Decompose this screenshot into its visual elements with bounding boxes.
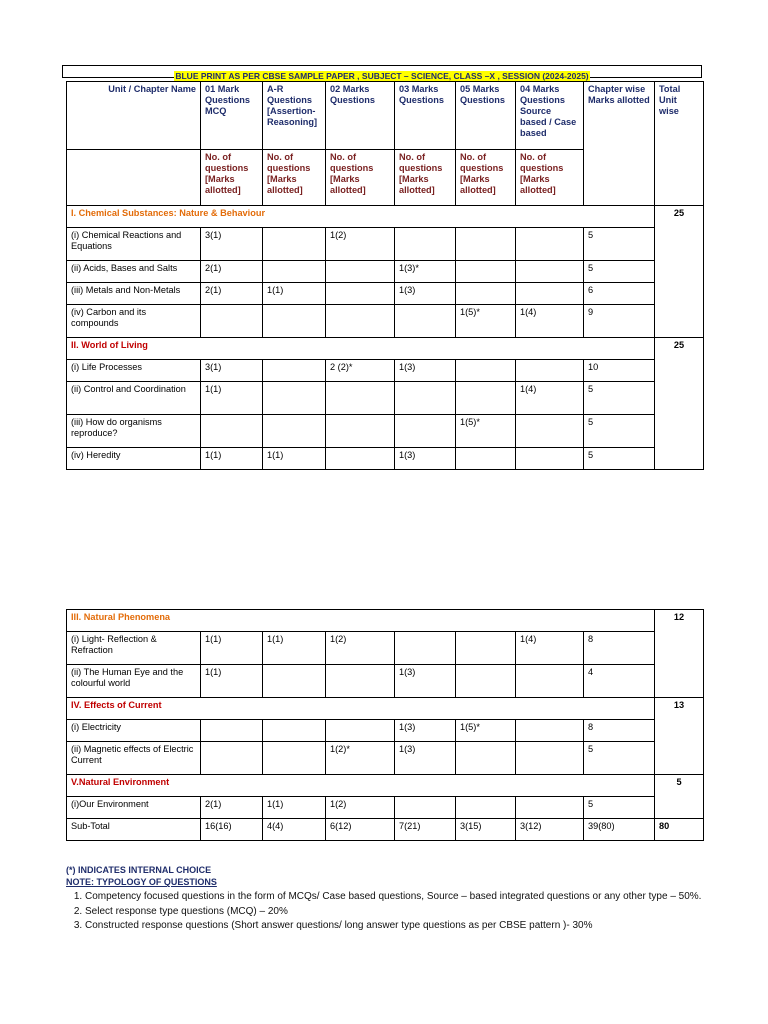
- marks-cell: 1(1): [201, 382, 263, 415]
- chapter-name: (iv) Heredity: [67, 448, 201, 470]
- chapter-name: (i) Life Processes: [67, 360, 201, 382]
- marks-cell: [395, 228, 456, 261]
- marks-cell: 2(1): [201, 797, 263, 819]
- marks-cell: 3(1): [201, 228, 263, 261]
- unit-name: V.Natural Environment: [67, 775, 655, 797]
- marks-cell: 5: [584, 448, 655, 470]
- marks-cell: [516, 720, 584, 742]
- marks-cell: [456, 382, 516, 415]
- marks-cell: 5: [584, 261, 655, 283]
- marks-cell: 1(3)*: [395, 261, 456, 283]
- unit-total-marks: 13: [655, 698, 704, 775]
- marks-cell: [326, 283, 395, 305]
- marks-cell: 5: [584, 415, 655, 448]
- chapter-row: [67, 448, 704, 470]
- header-two-marks: 02 Marks Questions: [326, 82, 395, 150]
- chapter-name: (i) Light- Reflection & Refraction: [67, 632, 201, 665]
- header-four-marks: 04 Marks Questions Source based / Case based: [516, 82, 584, 150]
- marks-cell: [201, 742, 263, 775]
- marks-cell: [456, 632, 516, 665]
- marks-cell: 1(1): [263, 283, 326, 305]
- marks-cell: [516, 448, 584, 470]
- unit-total-marks: 25: [655, 206, 704, 338]
- unit-name: IV. Effects of Current: [67, 698, 655, 720]
- marks-cell: 1(5)*: [456, 720, 516, 742]
- unit-row: [67, 610, 704, 632]
- marks-cell: 1(4): [516, 632, 584, 665]
- chapter-name: (iii) Metals and Non-Metals: [67, 283, 201, 305]
- marks-cell: 8: [584, 720, 655, 742]
- sub-header-blank: [67, 150, 201, 206]
- marks-cell: [456, 448, 516, 470]
- marks-cell: 1(1): [263, 448, 326, 470]
- marks-cell: 1(5)*: [456, 415, 516, 448]
- marks-cell: 1(2): [326, 632, 395, 665]
- marks-cell: [456, 228, 516, 261]
- marks-cell: 4: [584, 665, 655, 698]
- marks-cell: [201, 305, 263, 338]
- unit-total-marks: 5: [655, 775, 704, 819]
- chapter-row: [67, 360, 704, 382]
- typology-item: 1. Competency focused questions in the form of MCQs/ Case based questions, Source – based integrated questions or any other type – 50%.: [85, 890, 716, 904]
- chapter-row: [67, 797, 704, 819]
- marks-cell: [395, 305, 456, 338]
- header-five-marks: 05 Marks Questions: [456, 82, 516, 150]
- marks-cell: 6: [584, 283, 655, 305]
- marks-cell: 5: [584, 382, 655, 415]
- subtotal-cell: 3(15): [456, 819, 516, 841]
- marks-cell: [456, 797, 516, 819]
- sub-header-cell: No. of questions [Marks allotted]: [516, 150, 584, 206]
- subtotal-cell: 3(12): [516, 819, 584, 841]
- chapter-row: [67, 283, 704, 305]
- typology-title: NOTE: TYPOLOGY OF QUESTIONS: [66, 877, 217, 887]
- unit-row: [67, 698, 704, 720]
- marks-cell: 1(3): [395, 448, 456, 470]
- marks-cell: 1(3): [395, 283, 456, 305]
- unit-row: [67, 775, 704, 797]
- marks-cell: [456, 261, 516, 283]
- marks-cell: 1(1): [263, 632, 326, 665]
- marks-cell: 2 (2)*: [326, 360, 395, 382]
- marks-cell: [456, 360, 516, 382]
- chapter-row: [67, 305, 704, 338]
- marks-cell: [326, 382, 395, 415]
- subtotal-cell: 4(4): [263, 819, 326, 841]
- sub-header-cell: No. of questions [Marks allotted]: [201, 150, 263, 206]
- header-unit: Unit / Chapter Name: [67, 82, 201, 150]
- marks-cell: [516, 797, 584, 819]
- marks-cell: 1(3): [395, 360, 456, 382]
- marks-cell: [395, 797, 456, 819]
- marks-cell: 1(2)*: [326, 742, 395, 775]
- marks-cell: [395, 415, 456, 448]
- marks-cell: [263, 415, 326, 448]
- header-three-marks: 03 Marks Questions: [395, 82, 456, 150]
- marks-cell: 5: [584, 228, 655, 261]
- marks-cell: [263, 665, 326, 698]
- marks-cell: [326, 720, 395, 742]
- marks-cell: [201, 720, 263, 742]
- internal-choice-note: (*) INDICATES INTERNAL CHOICE: [66, 865, 212, 875]
- marks-cell: 1(1): [201, 448, 263, 470]
- marks-cell: 9: [584, 305, 655, 338]
- marks-cell: [516, 415, 584, 448]
- chapter-row: [67, 720, 704, 742]
- subtotal-cell: 39(80): [584, 819, 655, 841]
- column-header-row: [67, 82, 704, 150]
- blueprint-table-part-1: [66, 81, 704, 470]
- marks-cell: [263, 305, 326, 338]
- marks-cell: [326, 665, 395, 698]
- unit-name: III. Natural Phenomena: [67, 610, 655, 632]
- header-mcq: 01 Mark Questions MCQ: [201, 82, 263, 150]
- chapter-row: [67, 742, 704, 775]
- grand-total: 80: [655, 819, 704, 841]
- header-ar: A-R Questions [Assertion-Reasoning]: [263, 82, 326, 150]
- chapter-name: (ii) Magnetic effects of Electric Current: [67, 742, 201, 775]
- marks-cell: [201, 415, 263, 448]
- unit-row: [67, 338, 704, 360]
- marks-cell: 5: [584, 797, 655, 819]
- marks-cell: [263, 261, 326, 283]
- marks-cell: [516, 261, 584, 283]
- marks-cell: 3(1): [201, 360, 263, 382]
- marks-cell: [326, 415, 395, 448]
- chapter-name: (iii) How do organisms reproduce?: [67, 415, 201, 448]
- chapter-name: (ii) Acids, Bases and Salts: [67, 261, 201, 283]
- unit-total-marks: 12: [655, 610, 704, 698]
- typology-item: 2. Select response type questions (MCQ) – 20%: [85, 905, 716, 919]
- marks-cell: 1(4): [516, 382, 584, 415]
- marks-cell: 2(1): [201, 283, 263, 305]
- chapter-row: [67, 382, 704, 415]
- marks-cell: [263, 228, 326, 261]
- marks-cell: [516, 283, 584, 305]
- notes-section: [66, 864, 716, 934]
- blueprint-title-box: [62, 65, 702, 81]
- unit-row: [67, 206, 704, 228]
- chapter-name: (ii) The Human Eye and the colourful world: [67, 665, 201, 698]
- marks-cell: 5: [584, 742, 655, 775]
- blueprint-title: BLUE PRINT AS PER CBSE SAMPLE PAPER , SUBJECT – SCIENCE, CLASS –X , SESSION (2024-2025): [175, 71, 589, 81]
- marks-cell: 10: [584, 360, 655, 382]
- marks-cell: [326, 448, 395, 470]
- marks-cell: [263, 742, 326, 775]
- marks-cell: 1(1): [263, 797, 326, 819]
- marks-cell: 1(3): [395, 720, 456, 742]
- subtotal-row: [67, 819, 704, 841]
- marks-cell: 1(5)*: [456, 305, 516, 338]
- chapter-row: [67, 665, 704, 698]
- marks-cell: 1(1): [201, 665, 263, 698]
- marks-cell: [456, 665, 516, 698]
- marks-cell: [456, 742, 516, 775]
- marks-cell: 8: [584, 632, 655, 665]
- marks-cell: [263, 720, 326, 742]
- marks-cell: [516, 228, 584, 261]
- unit-name: II. World of Living: [67, 338, 655, 360]
- marks-cell: 1(2): [326, 797, 395, 819]
- sub-header-cell: No. of questions [Marks allotted]: [263, 150, 326, 206]
- marks-cell: 2(1): [201, 261, 263, 283]
- chapter-row: [67, 261, 704, 283]
- marks-cell: [326, 305, 395, 338]
- marks-cell: [516, 742, 584, 775]
- sub-header-cell: No. of questions [Marks allotted]: [326, 150, 395, 206]
- chapter-row: [67, 415, 704, 448]
- chapter-name: (i)Our Environment: [67, 797, 201, 819]
- marks-cell: [516, 665, 584, 698]
- blueprint-table-part-2: [66, 609, 704, 841]
- chapter-name: (ii) Control and Coordination: [67, 382, 201, 415]
- typology-item: 3. Constructed response questions (Short answer questions/ long answer type questions as per CBSE pattern )- 30%: [85, 919, 716, 933]
- chapter-name: (iv) Carbon and its compounds: [67, 305, 201, 338]
- marks-cell: [263, 382, 326, 415]
- subtotal-label: Sub-Total: [67, 819, 201, 841]
- marks-cell: [263, 360, 326, 382]
- marks-cell: [516, 360, 584, 382]
- unit-name: I. Chemical Substances: Nature & Behaviour: [67, 206, 655, 228]
- marks-cell: [395, 382, 456, 415]
- sub-header-cell: No. of questions [Marks allotted]: [456, 150, 516, 206]
- marks-cell: [456, 283, 516, 305]
- subtotal-cell: 7(21): [395, 819, 456, 841]
- header-chapter-marks: Chapter wise Marks allotted: [584, 82, 655, 206]
- marks-cell: 1(3): [395, 742, 456, 775]
- marks-cell: 1(4): [516, 305, 584, 338]
- marks-cell: 1(1): [201, 632, 263, 665]
- marks-cell: [326, 261, 395, 283]
- sub-header-cell: No. of questions [Marks allotted]: [395, 150, 456, 206]
- marks-cell: [395, 632, 456, 665]
- typology-list: [66, 890, 716, 933]
- header-total: Total Unit wise: [655, 82, 704, 206]
- chapter-row: [67, 632, 704, 665]
- marks-cell: 1(2): [326, 228, 395, 261]
- chapter-name: (i) Chemical Reactions and Equations: [67, 228, 201, 261]
- unit-total-marks: 25: [655, 338, 704, 470]
- chapter-name: (i) Electricity: [67, 720, 201, 742]
- chapter-row: [67, 228, 704, 261]
- subtotal-cell: 16(16): [201, 819, 263, 841]
- subtotal-cell: 6(12): [326, 819, 395, 841]
- marks-cell: 1(3): [395, 665, 456, 698]
